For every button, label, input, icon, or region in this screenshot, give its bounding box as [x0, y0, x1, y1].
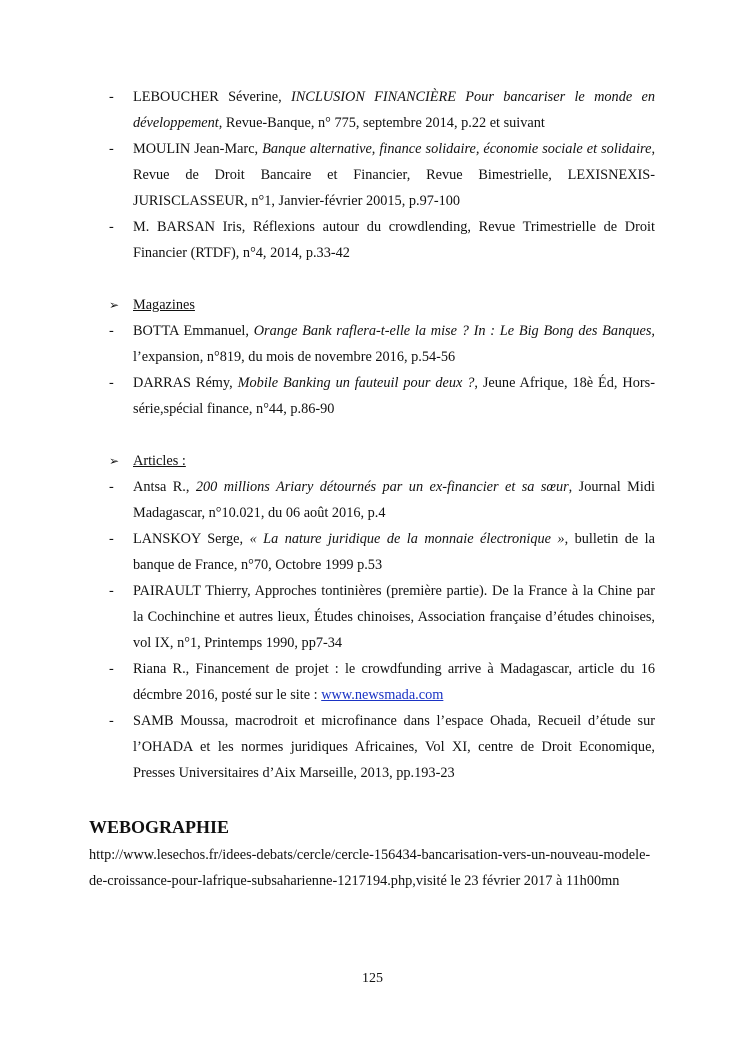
- dash-bullet: -: [109, 713, 114, 729]
- dash-bullet: -: [109, 479, 114, 495]
- entry-text: SAMB Moussa, macrodroit et microfinance dans l’espace Ohada, Recueil d’étude sur l’OHADA et les normes juridiques Africaines, Vol XI, centre de Droit Economique, Presses Universitaires d’Aix Marseille, 2013, pp.193-23: [133, 713, 655, 781]
- bibliography-entry: [89, 578, 655, 656]
- dash-bullet: -: [109, 89, 114, 105]
- entry-text: PAIRAULT Thierry, Approches tontinières (première partie). De la France à la Chine par la Cochinchine et autres lieux, Études chinoises, Association française d’études chinoises, vol IX, n°1, Printemps 1990, pp7-34: [133, 583, 655, 651]
- entry-details: l’expansion, n°819, du mois de novembre 2016, p.54-56: [133, 349, 456, 365]
- bibliography-content: [89, 84, 655, 894]
- entry-author: LANSKOY Serge,: [133, 531, 250, 547]
- entry-title: « La nature juridique de la monnaie électronique »: [249, 531, 565, 547]
- bibliography-entry: [89, 84, 655, 136]
- entry-title: Mobile Banking un fauteuil pour deux ?: [237, 375, 475, 391]
- entry-details: , Revue de Droit Bancaire et Financier, Revue Bimestrielle, LEXISNEXIS-JURISCLASSEUR, n°1, Janvier-février 20015, p.97-100: [133, 141, 656, 209]
- dash-bullet: -: [109, 583, 114, 599]
- dash-bullet: -: [109, 219, 114, 235]
- arrow-bullet-icon: ➢: [109, 298, 120, 312]
- section-heading-magazines: [89, 292, 655, 318]
- entry-author: MOULIN Jean-Marc,: [133, 141, 263, 157]
- entry-details: , Jeune Afrique, 18è Éd, Hors-série,spécial finance, n°44, p.86-90: [133, 375, 655, 417]
- bibliography-entry: [89, 474, 655, 526]
- webographie-url-text: http://www.lesechos.fr/idees-debats/cercle/cercle-156434-bancarisation-vers-un-nouveau-modele-de-croissance-pour-lafrique-subsaharienne-1217194.php,visité le 23 février 2017 à 11h00mn: [89, 847, 651, 889]
- dash-bullet: -: [109, 323, 114, 339]
- entry-details: , bulletin de la banque de France, n°70, Octobre 1999 p.53: [133, 531, 656, 573]
- dash-bullet: -: [109, 141, 114, 157]
- bibliography-entry: [89, 370, 655, 422]
- bibliography-entry: [89, 318, 655, 370]
- bibliography-entry: [89, 708, 655, 786]
- arrow-bullet-icon: ➢: [109, 454, 120, 468]
- page-number: 125: [362, 971, 383, 986]
- entry-author: DARRAS Rémy,: [133, 375, 238, 391]
- entry-title: Banque alternative, finance solidaire, économie sociale et solidaire: [262, 141, 652, 157]
- entry-text: Riana R., Financement de projet : le crowdfunding arrive à Madagascar, article du 16 décmbre 2016, posté sur le site :: [133, 661, 655, 703]
- bibliography-entry: [89, 214, 655, 266]
- section-heading-label: Articles :: [133, 453, 186, 469]
- bibliography-entry: [89, 656, 655, 708]
- entry-title: 200 millions Ariary détournés par un ex-financier et sa sœur: [195, 479, 569, 495]
- entry-author: Antsa R.,: [133, 479, 196, 495]
- section-heading-articles: [89, 448, 655, 474]
- webographie-heading: WEBOGRAPHIE: [89, 817, 230, 837]
- entry-details: , Revue-Banque, n° 775, septembre 2014, p.22 et suivant: [218, 115, 545, 131]
- entry-author: BOTTA Emmanuel,: [133, 323, 254, 339]
- newsmada-link[interactable]: www.newsmada.com: [321, 687, 444, 703]
- dash-bullet: -: [109, 531, 114, 547]
- entry-text: M. BARSAN Iris, Réflexions autour du crowdlending, Revue Trimestrielle de Droit Financier (RTDF), n°4, 2014, p.33-42: [133, 219, 655, 261]
- bibliography-entry: [89, 136, 655, 214]
- section-heading-label: Magazines: [133, 297, 195, 313]
- bibliography-entry: [89, 526, 655, 578]
- entry-title: Orange Bank raflera-t-elle la mise ? In : Le Big Bong des Banques,: [253, 323, 655, 339]
- entry-title: INCLUSION FINANCIÈRE Pour bancariser le monde en développement: [133, 89, 655, 131]
- dash-bullet: -: [109, 661, 114, 677]
- entry-details: , Journal Midi Madagascar, n°10.021, du 06 août 2016, p.4: [133, 479, 655, 521]
- entry-author: LEBOUCHER Séverine,: [133, 89, 291, 105]
- dash-bullet: -: [109, 375, 114, 391]
